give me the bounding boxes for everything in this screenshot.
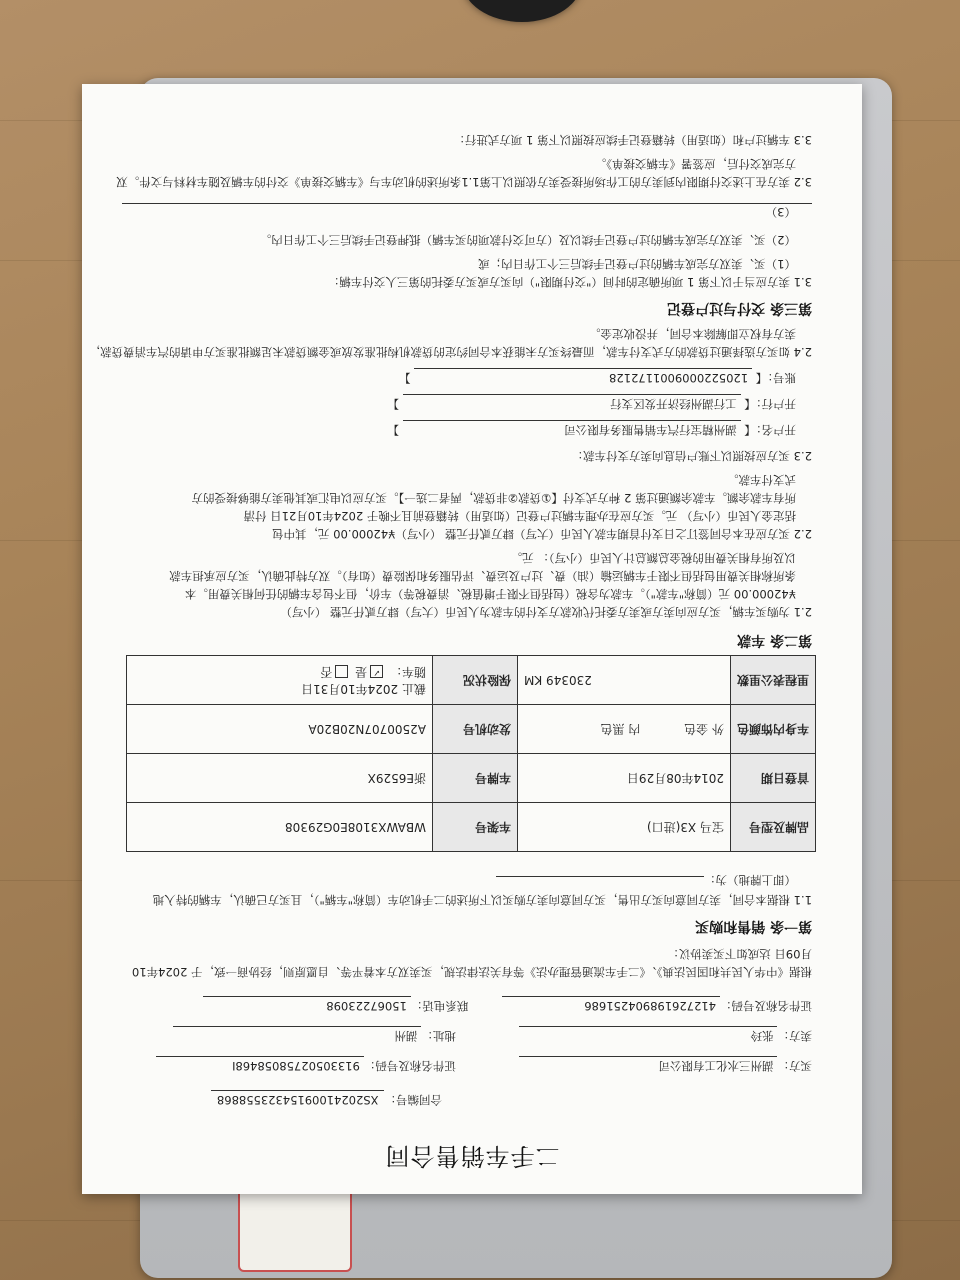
mileage-value: 230349 KM	[518, 656, 731, 705]
table-row	[127, 705, 816, 754]
clause-2-2-line-3: 所有车款余额。车款余额通过第 2 种方式支付【①贷款②非贷款，两者二选一】。买方应以电汇或其他卖方能够接受的方	[191, 491, 796, 505]
contract-document	[82, 84, 862, 1194]
camera-lens-object	[462, 0, 582, 22]
vin-label: 车架号	[433, 803, 518, 852]
vin-value: WBAWX3108E0G29308	[127, 803, 433, 852]
engine-label: 发动机号	[433, 705, 518, 754]
clause-3-1-option-2: （2）买、卖双方完成车辆的过户登记手续以及（方可交付款项的买车辆）抵押登记手续后三个工作日内。	[259, 233, 796, 247]
buyer-id: 91330502758058468I	[156, 1056, 364, 1074]
bank-account: 1205220009001172128	[414, 368, 752, 386]
registration-date-value: 2014年08月29日	[518, 754, 731, 803]
mileage-label: 里程表公里数	[731, 656, 816, 705]
clause-3-1-option-1: （1）买、卖双方完成车辆的过户登记手续后三个工作日内；或	[478, 257, 796, 271]
intro-line-1: 根据《中华人民共和国民法典》、《二手车流通管理办法》等有关法律法规，买卖双方本着平等、自愿原则，经协商一致，于 2024年10	[131, 965, 812, 979]
bank-holder: 湖州精宝行汽车销售服务有限公司	[403, 420, 741, 438]
checkbox-empty-icon[interactable]	[335, 665, 348, 678]
clause-1-1-line-1: 1.1 根据本合同，卖方同意向买方出售，买方同意向卖方购买以下所述的二手机动车（简称"车辆"），且买方已确认，车辆的特入地	[152, 893, 812, 907]
plate-label: 车牌号	[433, 754, 518, 803]
contract-number-row	[211, 1090, 442, 1108]
bank-account-label: 账号：	[761, 371, 796, 385]
bank-holder-label: 开户名：	[750, 423, 796, 437]
clause-2-1-line-2: ¥42000.00 元（简称"车款"）。车款为含税（包括但不限于增值税、消费税等）车价，但不包含车辆的任何相关费用。本	[184, 587, 796, 601]
registration-place-field	[496, 876, 704, 877]
bank-holder-row: 开户名：【 湖州精宝行汽车销售服务有限公司 】	[387, 420, 796, 438]
plate-value: 浙E6529X	[127, 754, 433, 803]
red-sticker	[238, 1188, 352, 1272]
clause-3-2-line-2: 方完成交付后，应签署《车辆交接单》。	[594, 157, 796, 171]
engine-value: A2500707N20B20A	[127, 705, 433, 754]
clause-3-3-line-1: 3.3 车辆过户和（如适用）转籍登记手续应按照以下第 1 项方式进行：	[453, 133, 812, 147]
contract-number-label: 合同编号：	[384, 1093, 442, 1107]
carry-label: 随车：	[389, 665, 426, 679]
registration-place-label: （即上牌地）为：	[704, 873, 796, 887]
buyer-row	[156, 1056, 812, 1074]
clause-3-1-option-3: （3）	[765, 205, 796, 219]
buyer-label: 买方：	[777, 1059, 812, 1073]
clause-2-2-line-1: 2.2 买方应在本合同签订之日支付首期车款人民币（大写）肆万贰仟元整 （小写）¥42000.00 元，其中包	[272, 527, 812, 541]
seller-label: 卖方：	[777, 1029, 812, 1043]
seller-id-row	[203, 996, 812, 1014]
bank-account-row: 账号：【 1205220009001172128 】	[399, 368, 796, 386]
article-2-heading: 第二条 车款	[737, 632, 812, 648]
seller-id-label: 证件名称及号码：	[720, 999, 812, 1013]
clause-2-3-line-1: 2.3 买方应按照以下账户信息向卖方支付车款：	[571, 449, 812, 463]
registration-date-label: 首登日期	[731, 754, 816, 803]
article-3-heading: 第三条 交付与过户登记	[667, 300, 812, 316]
carry-items	[133, 663, 426, 680]
color-label: 车身内饰颜色	[731, 705, 816, 754]
interior-color: 内 黑色	[600, 722, 641, 737]
bank-name-label: 开户行：	[750, 397, 796, 411]
seller-phone: 15067223098	[203, 996, 411, 1014]
bank-name-row: 开户行：【 工行湖州经济开发区支行 】	[387, 394, 796, 412]
clause-1-1-line-2	[496, 871, 796, 888]
seller-address: 湖州	[173, 1026, 421, 1044]
contract-title: 二手车销售合同	[384, 1142, 560, 1170]
seller-name: 张玲	[520, 1026, 778, 1044]
article-1-heading: 第一条 销售和购买	[695, 918, 812, 934]
brand-label: 品牌及型号	[731, 803, 816, 852]
clause-2-1-line-4: 以及所有相关费用的税金总额总计人民币（小写）： 元。	[510, 551, 796, 565]
vehicle-info-table	[126, 655, 816, 852]
insurance-expiry: 截止 2024年10月31日	[301, 682, 426, 696]
seller-row	[173, 1026, 812, 1044]
insurance-label: 保险状况	[433, 656, 518, 705]
clause-2-2-line-2: 括定金人民币（小写） 元。买方应在办理车辆过户登记（如适用）转籍登前且不晚于 2024年10月21日 付清	[243, 509, 796, 523]
clause-2-4-line-2: 卖方有权立即解除本合同，并没收定金。	[589, 327, 796, 341]
blank-line	[122, 203, 812, 204]
carry-yes-label: 是	[355, 665, 368, 679]
clause-2-1-line-3: 条所称相关费用包括但不限于车辆运输（油）费、过户及运费、评估服务和保险费（如有）。双方特此确认，买方应承担车款	[169, 569, 796, 583]
bank-name: 工行湖州经济开发区支行	[403, 394, 741, 412]
carry-no-label: 否	[320, 665, 333, 679]
seller-id: 412726198904251686	[502, 996, 720, 1014]
intro-line-2: 月09日 达成如下买卖协议：	[667, 947, 812, 961]
clause-2-2-line-4: 式支付车款。	[727, 473, 796, 487]
buyer-id-label: 证件名称及号码：	[363, 1059, 456, 1073]
exterior-color: 外 金色	[684, 722, 724, 737]
contract-paper	[82, 84, 862, 1194]
insurance-value	[127, 656, 433, 705]
table-row	[127, 656, 816, 705]
clause-3-1-line-1: 3.1 卖方应当于以下第 1 项所确定的时间（"交付期限"）向买方或买方委托的第三人交付车辆：	[327, 275, 812, 289]
clause-2-1-line-1: 2.1 为购买车辆，买方应向卖方或卖方委托代收款方支付的车款为人民币（大写）肆万贰仟元整 （小写）	[280, 605, 812, 619]
table-row	[127, 803, 816, 852]
seller-phone-label: 联系电话：	[410, 999, 469, 1013]
clause-2-4-line-1: 2.4 如买方选择通过贷款的方式支付车款，而最终买方未能获本合同约定的贷款机构批准发放或金额贷款未足额批准买方申请的汽车消费贷款，	[88, 345, 812, 359]
checkbox-checked-icon[interactable]: ✓	[370, 665, 383, 678]
brand-value: 宝马 X3(进口)	[518, 803, 731, 852]
color-value	[518, 705, 731, 754]
seller-address-label: 地址：	[421, 1029, 456, 1043]
contract-number: XS20241009154323558868	[211, 1090, 385, 1108]
clause-3-2-line-1: 3.2 卖方在上述交付期限内到卖方的工作场所接受卖方依照以上第1.1条所述的机动车与《车辆交接单》交付的车辆及随车材料与文件。双	[116, 175, 812, 189]
buyer-name: 湖州三水化工有限公司	[520, 1056, 778, 1074]
table-row	[127, 754, 816, 803]
